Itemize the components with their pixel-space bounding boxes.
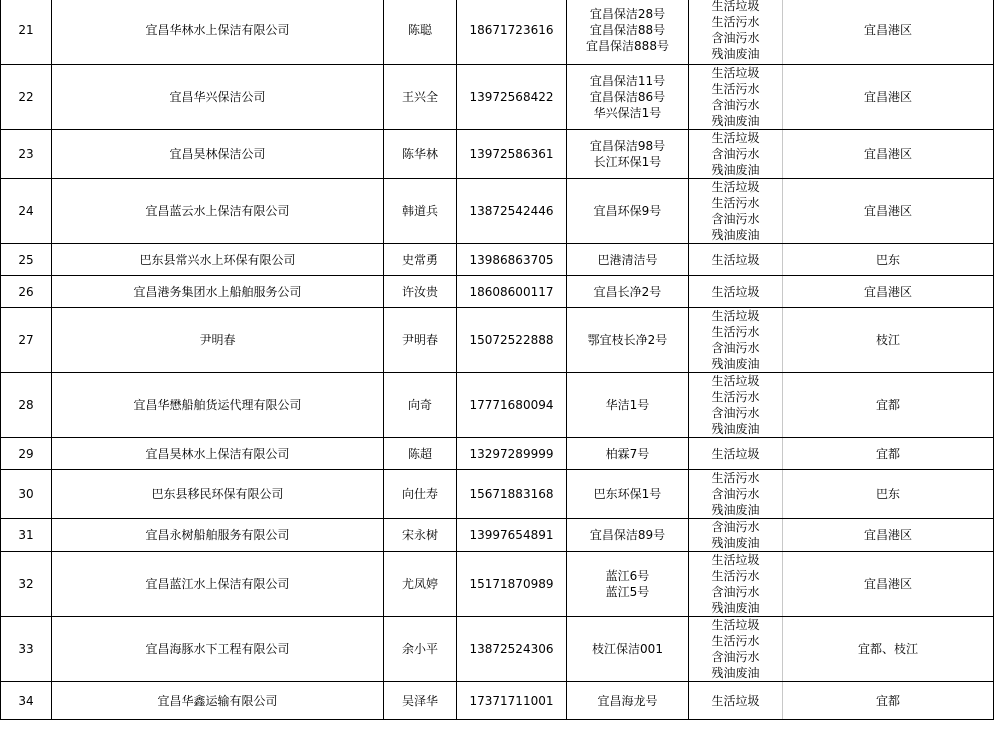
cell-index: 32 [1, 552, 52, 617]
cell-phone: 13986863705 [457, 244, 567, 276]
cell-items [689, 373, 783, 438]
service-item: 残油废油 [711, 228, 760, 242]
cell-index: 31 [1, 519, 52, 552]
table-row [1, 519, 994, 552]
cell-phone: 13872542446 [457, 179, 567, 244]
ship-name: 华兴保洁1号 [593, 106, 662, 120]
service-item: 生活污水 [711, 325, 760, 339]
service-item: 生活污水 [711, 196, 760, 210]
cell-index: 22 [1, 65, 52, 130]
cell-items [689, 276, 783, 308]
service-item: 生活垃圾 [711, 446, 760, 461]
cell-ships [567, 519, 689, 552]
cell-items [689, 470, 783, 519]
cell-phone: 18671723616 [457, 0, 567, 65]
cell-contact: 王兴全 [384, 65, 457, 130]
service-item: 生活垃圾 [711, 618, 760, 632]
service-item: 残油废油 [711, 47, 760, 61]
cell-phone: 13997654891 [457, 519, 567, 552]
service-item: 生活污水 [711, 15, 760, 29]
service-item: 含油污水 [711, 487, 760, 501]
service-item: 残油废油 [711, 536, 760, 550]
cell-phone: 13297289999 [457, 438, 567, 470]
service-item: 生活垃圾 [711, 66, 760, 80]
cell-ships [567, 276, 689, 308]
table-row [1, 617, 994, 682]
ship-name: 巴港清洁号 [597, 252, 658, 267]
cell-items [689, 552, 783, 617]
service-item: 含油污水 [711, 212, 760, 226]
cell-company: 宜昌港务集团水上船舶服务公司 [52, 276, 384, 308]
cell-phone: 15671883168 [457, 470, 567, 519]
cell-index: 30 [1, 470, 52, 519]
service-item: 生活垃圾 [711, 180, 760, 194]
cell-items [689, 438, 783, 470]
table-row [1, 244, 994, 276]
service-item: 残油废油 [711, 666, 760, 680]
table-row [1, 438, 994, 470]
cell-company: 宜昌蓝云水上保洁有限公司 [52, 179, 384, 244]
table-body [1, 0, 994, 720]
cell-phone: 13972568422 [457, 65, 567, 130]
cell-area: 宜都 [783, 682, 994, 720]
cell-ships [567, 682, 689, 720]
ship-name: 蓝江5号 [605, 585, 650, 599]
cell-items [689, 308, 783, 373]
ship-name: 柏霖7号 [605, 446, 650, 461]
table-row [1, 308, 994, 373]
service-item: 含油污水 [711, 650, 760, 664]
cell-index: 21 [1, 0, 52, 65]
cell-ships [567, 617, 689, 682]
cell-phone: 17771680094 [457, 373, 567, 438]
cell-ships [567, 130, 689, 179]
cell-area: 宜都、枝江 [783, 617, 994, 682]
cell-company: 巴东县常兴水上环保有限公司 [52, 244, 384, 276]
service-item: 生活污水 [711, 569, 760, 583]
service-item: 残油废油 [711, 163, 760, 177]
cell-contact: 许汝贵 [384, 276, 457, 308]
ship-name: 鄂宜枝长净2号 [587, 333, 668, 347]
cell-contact: 宋永树 [384, 519, 457, 552]
ship-name: 长江环保1号 [593, 155, 662, 169]
cell-index: 34 [1, 682, 52, 720]
table-row [1, 682, 994, 720]
cell-company: 宜昌昊林保洁公司 [52, 130, 384, 179]
service-item: 生活垃圾 [711, 0, 760, 13]
cell-area: 宜昌港区 [783, 0, 994, 65]
cell-area: 宜都 [783, 438, 994, 470]
cell-ships [567, 373, 689, 438]
ship-name: 枝江保洁001 [592, 642, 663, 656]
service-item: 残油废油 [711, 114, 760, 128]
cell-items [689, 0, 783, 65]
cell-contact: 尹明春 [384, 308, 457, 373]
cell-contact: 向奇 [384, 373, 457, 438]
service-item: 生活污水 [711, 82, 760, 96]
cell-contact: 吴泽华 [384, 682, 457, 720]
cell-company: 宜昌海豚水下工程有限公司 [52, 617, 384, 682]
cell-area: 宜昌港区 [783, 65, 994, 130]
cell-company: 宜昌昊林水上保洁有限公司 [52, 438, 384, 470]
cell-contact: 尤凤婷 [384, 552, 457, 617]
service-item: 含油污水 [711, 406, 760, 420]
cell-ships [567, 438, 689, 470]
ship-name: 巴东环保1号 [593, 487, 662, 501]
service-item: 含油污水 [711, 147, 760, 161]
cell-index: 28 [1, 373, 52, 438]
cell-contact: 韩道兵 [384, 179, 457, 244]
service-item: 生活垃圾 [711, 131, 760, 145]
cell-index: 25 [1, 244, 52, 276]
service-item: 含油污水 [711, 98, 760, 112]
service-item: 残油废油 [711, 601, 760, 615]
cell-index: 27 [1, 308, 52, 373]
ship-name: 宜昌保洁28号 [589, 7, 666, 21]
cell-items [689, 682, 783, 720]
table-row [1, 373, 994, 438]
service-item: 含油污水 [711, 31, 760, 45]
ship-name: 宜昌保洁86号 [589, 90, 666, 104]
cell-company: 巴东县移民环保有限公司 [52, 470, 384, 519]
service-item: 生活垃圾 [711, 284, 760, 299]
cell-ships [567, 65, 689, 130]
cell-index: 29 [1, 438, 52, 470]
cell-phone: 15171870989 [457, 552, 567, 617]
cell-contact: 余小平 [384, 617, 457, 682]
cell-contact: 陈超 [384, 438, 457, 470]
cell-ships [567, 244, 689, 276]
cell-ships [567, 552, 689, 617]
ship-name: 宜昌环保9号 [593, 204, 662, 218]
service-item: 生活垃圾 [711, 309, 760, 323]
service-item: 含油污水 [711, 585, 760, 599]
cell-area: 宜昌港区 [783, 519, 994, 552]
ship-name: 宜昌保洁888号 [586, 39, 669, 53]
table-row [1, 470, 994, 519]
cell-contact: 史常勇 [384, 244, 457, 276]
cell-items [689, 244, 783, 276]
cell-ships [567, 179, 689, 244]
cell-index: 33 [1, 617, 52, 682]
cell-area: 宜昌港区 [783, 552, 994, 617]
ship-name: 宜昌保洁11号 [589, 74, 666, 88]
ship-name: 华洁1号 [605, 398, 650, 412]
table-row [1, 552, 994, 617]
cell-company: 宜昌华林水上保洁有限公司 [52, 0, 384, 65]
cell-index: 26 [1, 276, 52, 308]
cell-items [689, 519, 783, 552]
cell-company: 宜昌华鑫运输有限公司 [52, 682, 384, 720]
cell-area: 宜昌港区 [783, 276, 994, 308]
cell-index: 24 [1, 179, 52, 244]
service-item: 生活垃圾 [711, 553, 760, 567]
cell-area: 宜都 [783, 373, 994, 438]
service-item: 生活垃圾 [711, 252, 760, 267]
ship-name: 宜昌保洁88号 [589, 23, 666, 37]
cell-ships [567, 470, 689, 519]
cell-index: 23 [1, 130, 52, 179]
ship-name: 宜昌长净2号 [593, 284, 662, 299]
ship-name: 蓝江6号 [605, 569, 650, 583]
service-item: 含油污水 [711, 341, 760, 355]
cell-phone: 13972586361 [457, 130, 567, 179]
cell-area: 巴东 [783, 470, 994, 519]
cell-ships [567, 308, 689, 373]
cell-phone: 15072522888 [457, 308, 567, 373]
cell-company: 尹明春 [52, 308, 384, 373]
cell-area: 宜昌港区 [783, 179, 994, 244]
cell-contact: 向仕寿 [384, 470, 457, 519]
cell-contact: 陈华林 [384, 130, 457, 179]
cell-company: 宜昌华懋船舶货运代理有限公司 [52, 373, 384, 438]
cell-area: 巴东 [783, 244, 994, 276]
ship-name: 宜昌保洁98号 [589, 139, 666, 153]
cell-ships [567, 0, 689, 65]
service-item: 生活污水 [711, 634, 760, 648]
cell-company: 宜昌华兴保洁公司 [52, 65, 384, 130]
service-item: 残油废油 [711, 422, 760, 436]
ship-name: 宜昌保洁89号 [589, 528, 666, 542]
cell-items [689, 179, 783, 244]
cell-area: 宜昌港区 [783, 130, 994, 179]
service-item: 生活污水 [711, 471, 760, 485]
service-item: 生活污水 [711, 390, 760, 404]
ship-name: 宜昌海龙号 [597, 693, 658, 708]
cell-contact: 陈聪 [384, 0, 457, 65]
service-item: 残油废油 [711, 503, 760, 517]
service-item: 残油废油 [711, 357, 760, 371]
cell-phone: 13872524306 [457, 617, 567, 682]
service-item: 生活垃圾 [711, 374, 760, 388]
table-row [1, 276, 994, 308]
table-row [1, 130, 994, 179]
table-row [1, 0, 994, 65]
cell-items [689, 130, 783, 179]
cell-items [689, 617, 783, 682]
service-item: 生活垃圾 [711, 693, 760, 708]
cell-company: 宜昌蓝江水上保洁有限公司 [52, 552, 384, 617]
table-row [1, 179, 994, 244]
cell-phone: 17371711001 [457, 682, 567, 720]
table-row [1, 65, 994, 130]
cell-company: 宜昌永树船舶服务有限公司 [52, 519, 384, 552]
cell-items [689, 65, 783, 130]
cell-phone: 18608600117 [457, 276, 567, 308]
service-item: 含油污水 [711, 520, 760, 534]
cell-area: 枝江 [783, 308, 994, 373]
